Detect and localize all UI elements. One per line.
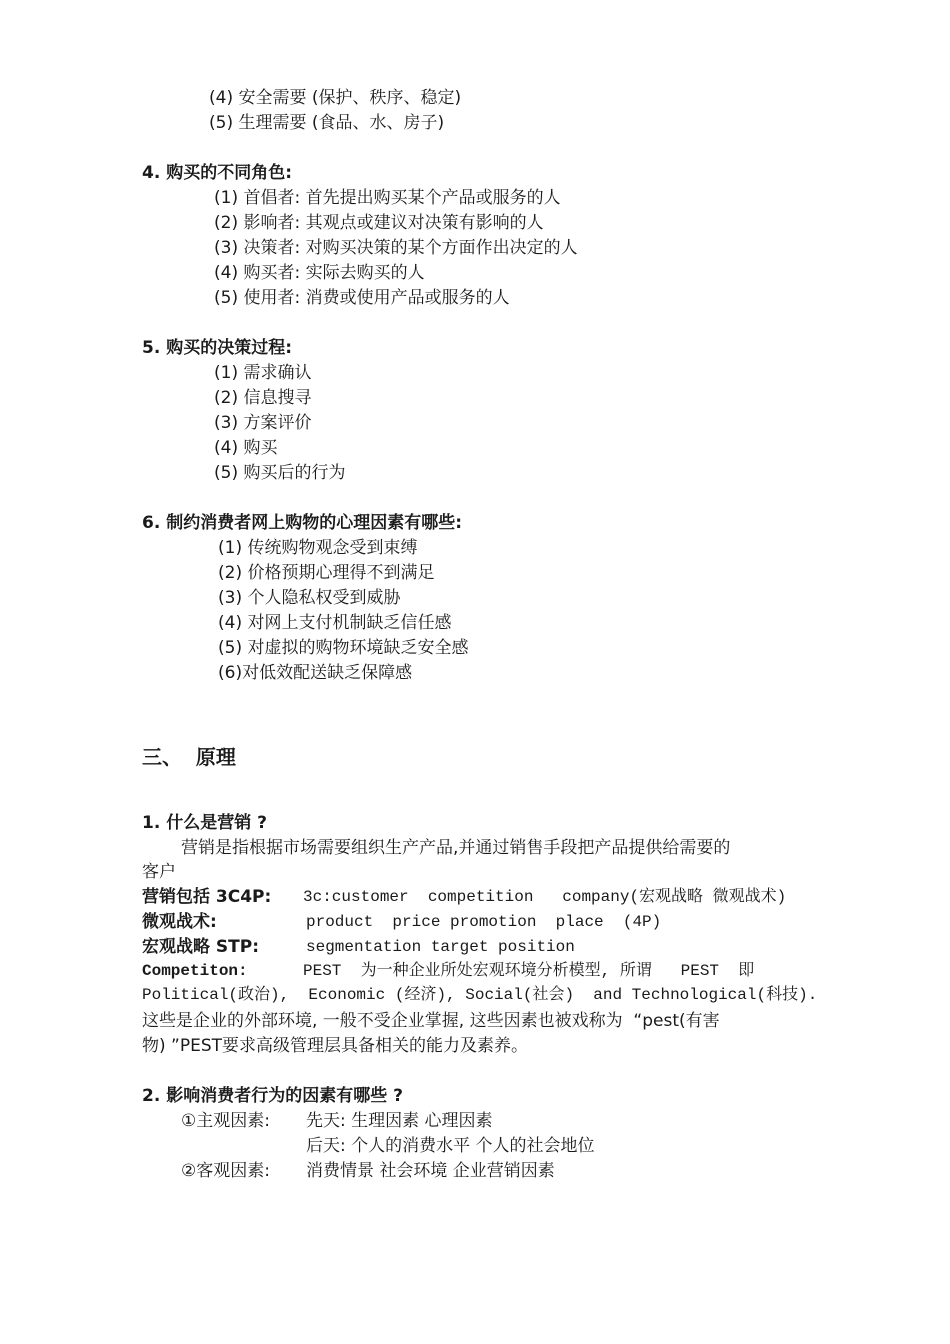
list-item: (3) 方案评价 <box>214 413 312 433</box>
list-item: (1) 首倡者: 首先提出购买某个产品或服务的人 <box>214 188 561 208</box>
list-item: (4) 购买者: 实际去购买的人 <box>214 263 425 283</box>
paragraph-line: 营销是指根据市场需要组织生产产品,并通过销售手段把产品提供给需要的 <box>181 838 731 858</box>
row-label: Competiton: <box>142 962 248 980</box>
list-item: (2) 价格预期心理得不到满足 <box>218 563 435 583</box>
paragraph-line: 客户 <box>142 862 176 882</box>
paragraph-line: 物) ”PEST要求高级管理层具备相关的能力及素养。 <box>142 1036 529 1056</box>
section-title-roles: 4. 购买的不同角色: <box>142 163 293 183</box>
list-item: (1) 传统购物观念受到束缚 <box>218 538 418 558</box>
factor-value: 先天: 生理因素 心理因素 <box>306 1111 493 1131</box>
chapter-heading: 三、 原理 <box>142 745 236 769</box>
row-label: 宏观战略 STP: <box>142 937 260 957</box>
list-item: (5) 生理需要 (食品、水、房子) <box>209 113 445 133</box>
section-title-factors: 6. 制约消费者网上购物的心理因素有哪些: <box>142 513 463 533</box>
list-item: (3) 决策者: 对购买决策的某个方面作出决定的人 <box>214 238 578 258</box>
row-value: PEST 为一种企业所处宏观环境分析模型, 所谓 PEST 即 <box>303 962 755 980</box>
factor-label-subjective: ①主观因素: <box>181 1111 270 1131</box>
row-value: 3c:customer competition company(宏观战略 微观战术) <box>303 888 787 906</box>
list-item: (5) 购买后的行为 <box>214 463 346 483</box>
row-value: product price promotion place (4P) <box>306 913 662 931</box>
list-item: (6)对低效配送缺乏保障感 <box>218 663 413 683</box>
row-value: segmentation target position <box>306 938 575 956</box>
row-label: 营销包括 3C4P: <box>142 887 272 907</box>
list-item: (5) 对虚拟的购物环境缺乏安全感 <box>218 638 469 658</box>
paragraph-line: 这些是企业的外部环境, 一般不受企业掌握, 这些因素也被戏称为 “pest(有害 <box>142 1011 720 1031</box>
list-item: (3) 个人隐私权受到威胁 <box>218 588 401 608</box>
list-item: (4) 购买 <box>214 438 278 458</box>
list-item: (4) 安全需要 (保护、秩序、稳定) <box>209 88 462 108</box>
list-item: (5) 使用者: 消费或使用产品或服务的人 <box>214 288 510 308</box>
question-title-marketing: 1. 什么是营销 ? <box>142 813 267 833</box>
factor-value: 消费情景 社会环境 企业营销因素 <box>306 1161 555 1181</box>
factor-value: 后天: 个人的消费水平 个人的社会地位 <box>306 1136 595 1156</box>
paragraph-line: Political(政治), Economic (经济), Social(社会) and Technological(科技). <box>142 986 818 1004</box>
list-item: (2) 影响者: 其观点或建议对决策有影响的人 <box>214 213 544 233</box>
row-label: 微观战术: <box>142 912 217 932</box>
list-item: (4) 对网上支付机制缺乏信任感 <box>218 613 452 633</box>
list-item: (2) 信息搜寻 <box>214 388 312 408</box>
list-item: (1) 需求确认 <box>214 363 312 383</box>
factor-label-objective: ②客观因素: <box>181 1161 270 1181</box>
question-title-influence: 2. 影响消费者行为的因素有哪些 ? <box>142 1086 403 1106</box>
section-title-decision: 5. 购买的决策过程: <box>142 338 293 358</box>
